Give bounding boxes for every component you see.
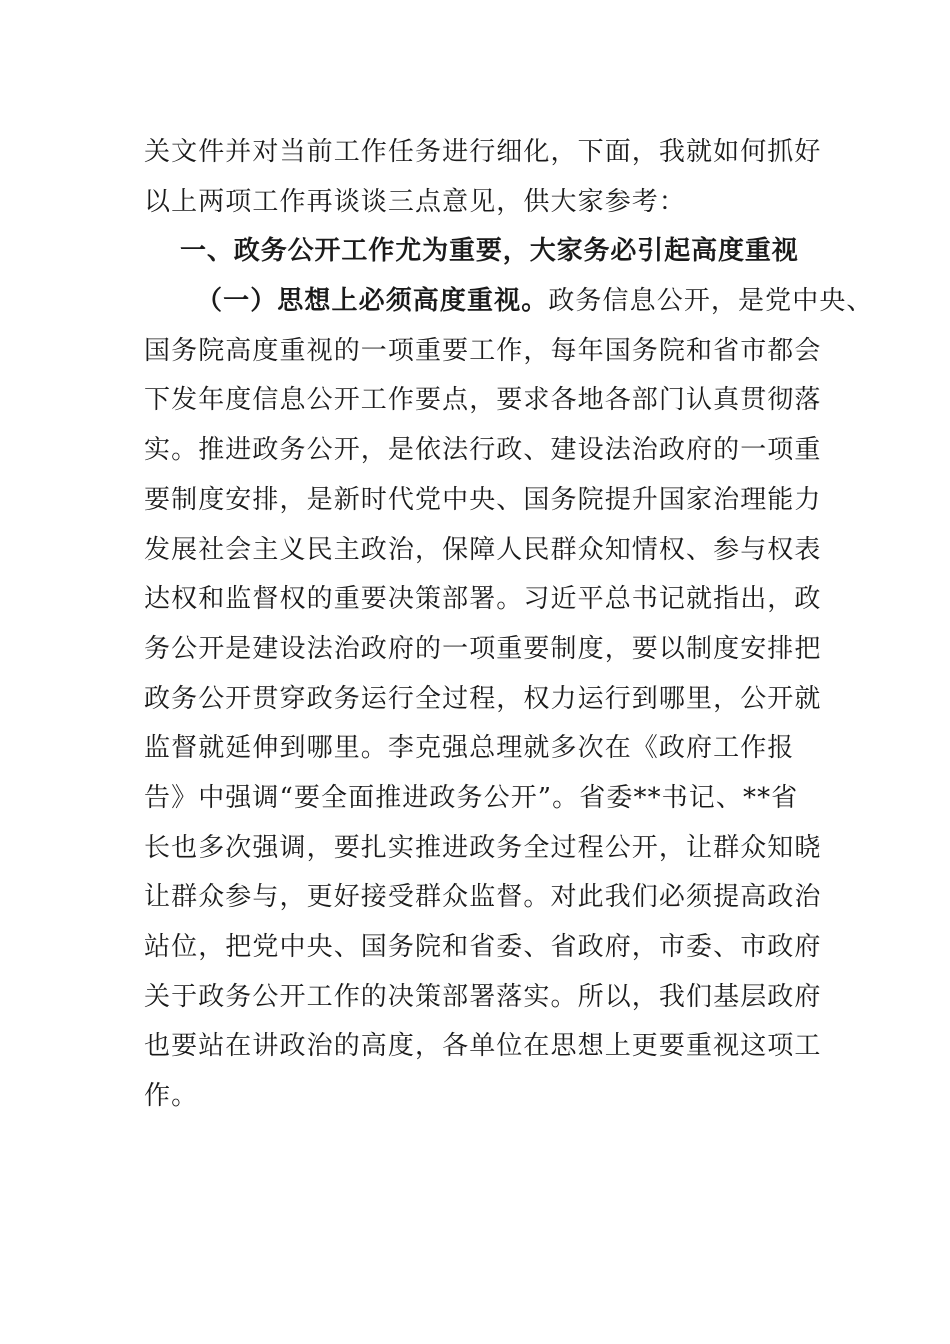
body-line: 让群众参与，更好接受群众监督。对此我们必须提高政治: [144, 882, 822, 913]
section-heading: 一、政务公开工作尤为重要，大家务必引起高度重视: [180, 236, 799, 267]
subsection-heading: （一）思想上必须高度重视。: [196, 286, 549, 317]
subsection-line: [144, 277, 874, 327]
body-line: 关于政务公开工作的决策部署落实。所以，我们基层政府: [144, 981, 822, 1012]
body-line: 告》中强调“要全面推进政务公开”。省委**书记、**省: [144, 782, 799, 813]
subsection-text: 政务信息公开，是党中央、: [548, 286, 874, 317]
body-line: 站位，把党中央、国务院和省委、省政府，市委、市政府: [144, 932, 822, 962]
body-line: 下发年度信息公开工作要点，要求各地各部门认真贯彻落: [144, 385, 822, 416]
body-line: 国务院高度重视的一项重要工作，每年国务院和省市都会: [144, 335, 822, 366]
body-line: 作。: [144, 1081, 199, 1112]
body-line: 监督就延伸到哪里。李克强总理就多次在《政府工作报: [144, 733, 795, 764]
document-body: [144, 128, 874, 1122]
body-line: 以上两项工作再谈谈三点意见，供大家参考：: [144, 186, 687, 217]
body-line: 发展社会主义民主政治，保障人民群众知情权、参与权表: [144, 534, 822, 565]
body-line: 长也多次强调，要扎实推进政务全过程公开，让群众知晓: [144, 832, 822, 863]
body-line: 要制度安排，是新时代党中央、国务院提升国家治理能力: [144, 484, 822, 515]
body-line: 也要站在讲政治的高度，各单位在思想上更要重视这项工: [144, 1031, 822, 1062]
body-line: 政务公开贯穿政务运行全过程，权力运行到哪里，公开就: [144, 683, 822, 714]
body-line: 实。推进政务公开，是依法行政、建设法治政府的一项重: [144, 435, 822, 466]
body-line: 达权和监督权的重要决策部署。习近平总书记就指出，政: [144, 584, 822, 615]
body-line: 务公开是建设法治政府的一项重要制度，要以制度安排把: [144, 633, 822, 664]
body-line: 关文件并对当前工作任务进行细化，下面，我就如何抓好: [144, 137, 822, 167]
